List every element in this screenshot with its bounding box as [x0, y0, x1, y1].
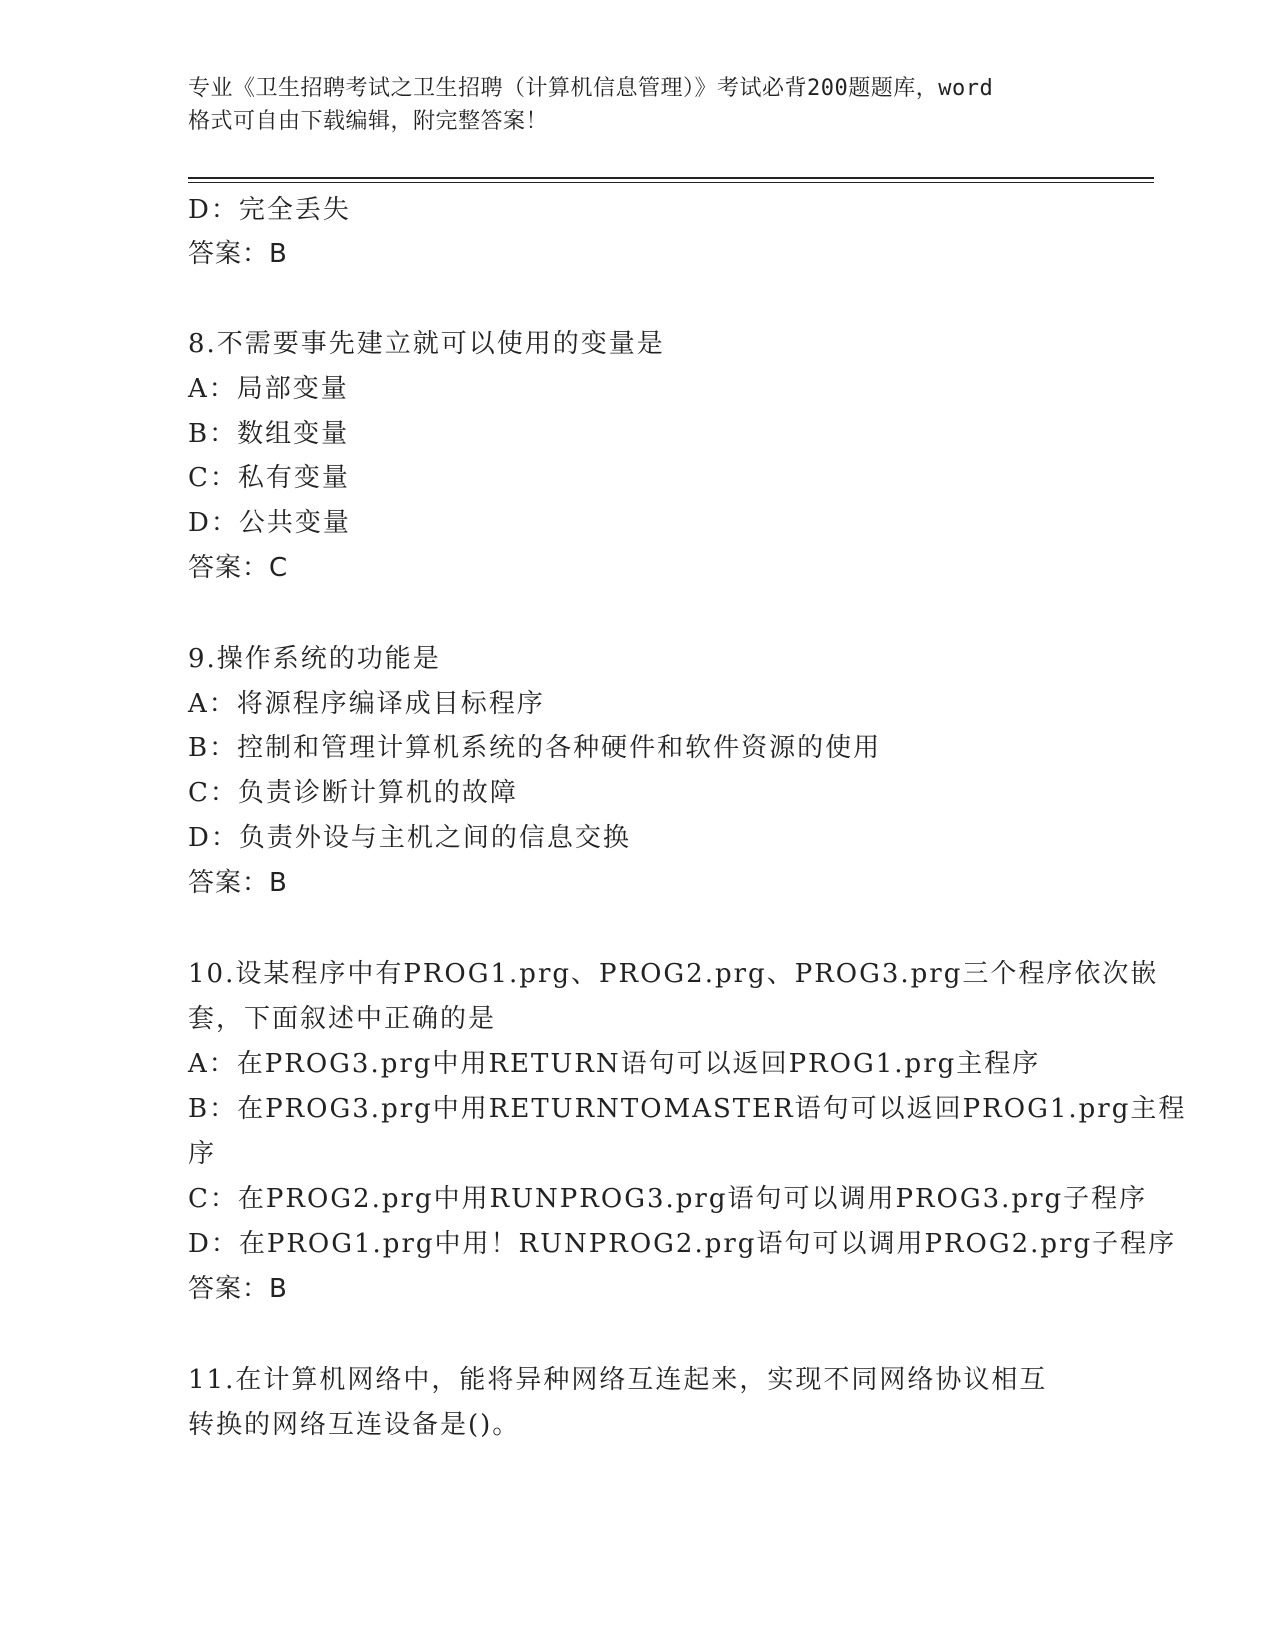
- header-divider-thin: [188, 182, 1154, 183]
- q9-question: 9.操作系统的功能是: [188, 644, 441, 674]
- q10-option-d: D：在PROG1.prg中用！RUNPROG2.prg语句可以调用PROG2.prg子程序: [188, 1229, 1177, 1259]
- q11-question-line-1: 11.在计算机网络中，能将异种网络互连起来，实现不同网络协议相互: [188, 1365, 1048, 1395]
- q9-option-d: D：负责外设与主机之间的信息交换: [188, 823, 631, 853]
- q8-option-c: C：私有变量: [188, 463, 350, 493]
- header-title-line-1: 专业《卫生招聘考试之卫生招聘（计算机信息管理）》考试必背200题题库，word: [188, 76, 994, 101]
- header-title-line-2: 格式可自由下载编辑，附完整答案！: [188, 109, 549, 134]
- q10-option-b-line-2: 序: [188, 1139, 217, 1169]
- q7-answer: 答案：B: [188, 239, 288, 269]
- header-divider-thick: [188, 177, 1154, 179]
- q11-question-line-2: 转换的网络互连设备是()。: [188, 1410, 521, 1440]
- q10-question-line-2: 套，下面叙述中正确的是: [188, 1004, 497, 1034]
- q9-option-b: B：控制和管理计算机系统的各种硬件和软件资源的使用: [188, 733, 882, 763]
- page-header: [188, 72, 1088, 138]
- q10-option-a: A：在PROG3.prg中用RETURN语句可以返回PROG1.prg主程序: [188, 1049, 1041, 1079]
- q9-option-a: A：将源程序编译成目标程序: [188, 689, 545, 719]
- q8-option-d: D：公共变量: [188, 508, 351, 538]
- q8-option-b: B：数组变量: [188, 419, 350, 449]
- q8-answer: 答案：C: [188, 553, 289, 583]
- q8-question: 8.不需要事先建立就可以使用的变量是: [188, 329, 665, 359]
- q9-option-c: C：负责诊断计算机的故障: [188, 778, 518, 808]
- q9-answer: 答案：B: [188, 868, 288, 898]
- q7-option-d: D：完全丢失: [188, 195, 351, 225]
- q8-option-a: A：局部变量: [188, 374, 349, 404]
- q10-option-c: C：在PROG2.prg中用RUNPROG3.prg语句可以调用PROG3.prg子程序: [188, 1184, 1148, 1214]
- q10-answer: 答案：B: [188, 1274, 288, 1304]
- q10-question-line-1: 10.设某程序中有PROG1.prg、PROG2.prg、PROG3.prg三个程序依次嵌: [188, 959, 1159, 989]
- q10-option-b-line-1: B：在PROG3.prg中用RETURNTOMASTER语句可以返回PROG1.prg主程: [188, 1094, 1187, 1124]
